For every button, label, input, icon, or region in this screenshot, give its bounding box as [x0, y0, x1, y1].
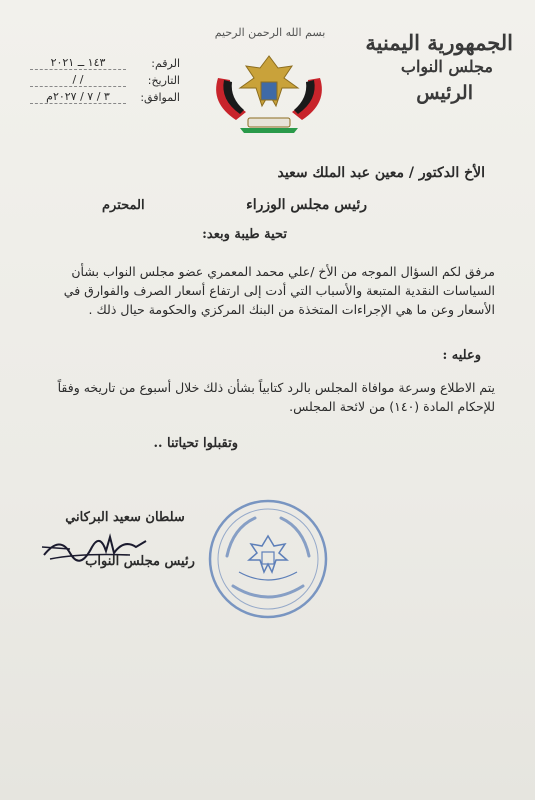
addressee: الأخ الدكتور / معين عبد الملك سعيد: [277, 165, 485, 181]
closing: وتقبلوا تحياتنا ..: [153, 436, 238, 451]
yemen-emblem-icon: [206, 48, 332, 136]
basmala: بسم الله الرحمن الرحيم: [214, 26, 326, 39]
corresponding-value: ٣ / ٧ / ٢٠٢٧م: [30, 90, 126, 104]
chairman-title: الرئيس: [416, 82, 473, 104]
republic-name: الجمهورية اليمنية: [365, 30, 513, 55]
official-stamp-icon: [205, 496, 331, 622]
date-value: / /: [30, 73, 126, 87]
accordingly: وعليه :: [442, 348, 481, 363]
ref-row: [30, 56, 180, 70]
corresponding-label: الموافق:: [140, 90, 180, 104]
paragraph-1: مرفق لكم السؤال الموجه من الأخ /علي محمد المعمري عضو مجلس النواب بشأن السياسات النقدية المتبعة والأسباب التي أدت إلى ارتفاع أسعار الصرف والفوارق في الأسعار وعن ما هي الإجراءات المتخذة من البنك المركزي والحكومة حيال ذلك .: [63, 264, 495, 317]
date-label: التاريخ:: [147, 73, 180, 87]
addressee-title: رئيس مجلس الوزراء: [246, 197, 367, 213]
reference-block: [30, 56, 180, 107]
signatory-title: رئيس مجلس النواب: [85, 554, 195, 569]
paragraph-2: يتم الاطلاع وسرعة موافاة المجلس بالرد كتابياً بشأن ذلك خلال أسبوع من تاريخه وفقاً للإحكام المادة (١٤٠) من لائحة المجلس.: [57, 380, 495, 414]
council-name: مجلس النواب: [400, 57, 493, 76]
date-row: [30, 73, 180, 87]
greeting: تحية طيبة وبعد:: [202, 227, 287, 242]
ref-value: ١٤٣ ــ ٢٠٢١: [30, 56, 126, 70]
signatory-name: سلطان سعيد البركاني: [65, 510, 185, 525]
honorific: المحترم: [102, 198, 145, 213]
ref-label: الرقم:: [151, 56, 180, 70]
corresponding-row: [30, 90, 180, 104]
letterhead: [363, 30, 513, 104]
